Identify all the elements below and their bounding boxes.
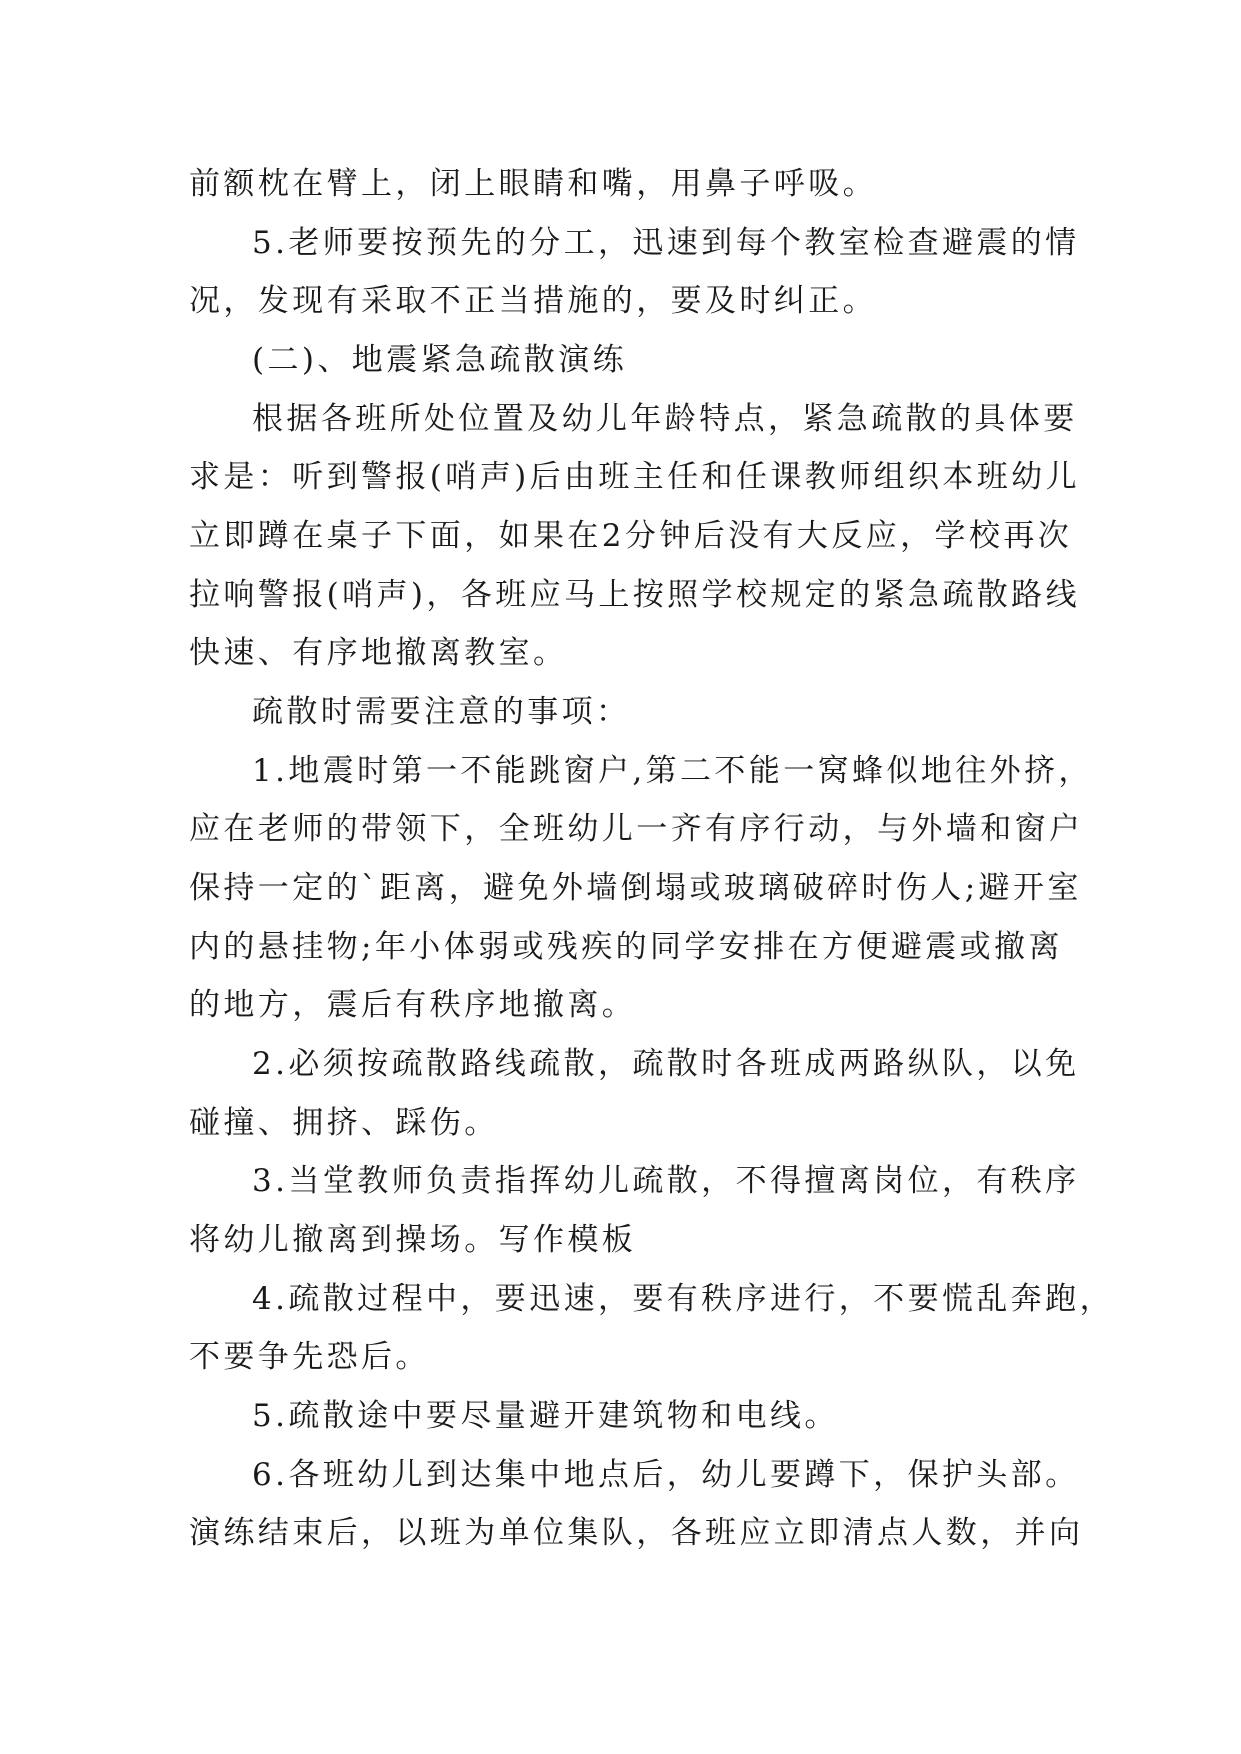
text-line: 求是：听到警报(哨声)后由班主任和任课教师组织本班幼儿 [189,459,1080,495]
text-line: 5.老师要按预先的分工，迅速到每个教室检查避震的情 [252,225,1080,261]
text-line: 应在老师的带领下，全班幼儿一齐有序行动，与外墙和窗户 [189,811,1084,847]
text-line: 况，发现有采取不正当措施的，要及时纠正。 [189,283,877,319]
text-line: 疏散时需要注意的事项： [252,694,631,730]
text-line: 内的悬挂物;年小体弱或残疾的同学安排在方便避震或撤离 [189,929,1063,965]
text-line: 将幼儿撤离到操场。写作模板 [189,1222,637,1258]
text-line: 快速、有序地撤离教室。 [189,635,568,671]
text-line: 立即蹲在桌子下面，如果在2分钟后没有大反应，学校再次 [189,518,1073,554]
text-line: 碰撞、拥挤、踩伤。 [189,1105,499,1141]
text-line: 1.地震时第一不能跳窗户,第二不能一窝蜂似地往外挤， [252,753,1093,789]
text-line: 2.必须按疏散路线疏散，疏散时各班成两路纵队，以免 [252,1046,1080,1082]
text-line: 演练结束后，以班为单位集队，各班应立即清点人数，并向 [189,1515,1084,1551]
text-line: 拉响警报(哨声)，各班应马上按照学校规定的紧急疏散路线 [189,577,1080,613]
text-line: 6.各班幼儿到达集中地点后，幼儿要蹲下，保护头部。 [252,1457,1080,1493]
text-line: 前额枕在臂上，闭上眼睛和嘴，用鼻子呼吸。 [189,166,877,202]
text-line: 的地方，震后有秩序地撤离。 [189,987,637,1023]
text-line: 根据各班所处位置及幼儿年龄特点，紧急疏散的具体要 [252,401,1078,437]
text-line: 不要争先恐后。 [189,1339,430,1375]
text-line: 5.疏散途中要尽量避开建筑物和电线。 [252,1398,839,1434]
text-line: 3.当堂教师负责指挥幼儿疏散，不得擅离岗位，有秩序 [252,1163,1080,1199]
text-line: 保持一定的`距离，避免外墙倒塌或玻璃破碎时伤人;避开室 [189,870,1082,906]
section-heading: (二)、地震紧急疏散演练 [252,342,627,378]
text-line: 4.疏散过程中，要迅速，要有秩序进行，不要慌乱奔跑， [252,1281,1114,1317]
